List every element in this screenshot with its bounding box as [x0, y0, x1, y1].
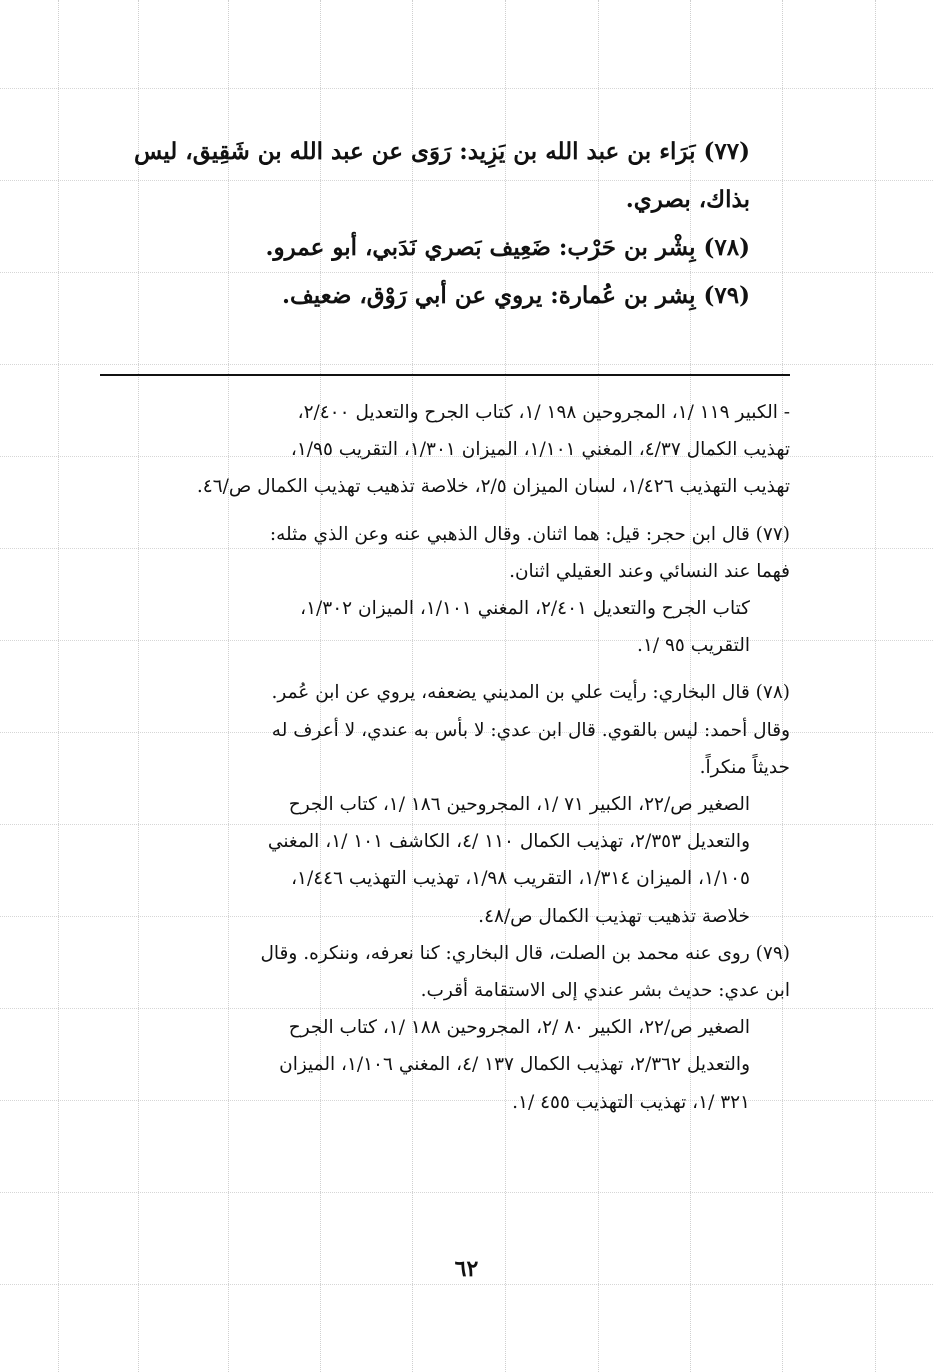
- footnote-line: (٧٩) روى عنه محمد بن الصلت، قال البخاري: كنا نعرفه، وننكره. وقال: [260, 942, 790, 964]
- footnote-line: تهذيب الكمال ٤/٣٧، المغني ١/١٠١، الميزان ١/٣٠١، التقريب ١/٩٥،: [290, 439, 790, 461]
- footnotes: [100, 394, 790, 1121]
- footnote-line: كتاب الجرح والتعديل ٢/٤٠١، المغني ١/١٠١، الميزان ١/٣٠٢،: [300, 598, 750, 620]
- entry-77-line-1: (٧٧) بَرَاء بن عبد الله بن يَزِيد: رَوَى عن عبد الله بن شَقِيق، ليس: [134, 138, 750, 165]
- footnote-77-sources: [100, 590, 790, 664]
- footnote-line: خلاصة تذهيب تهذيب الكمال ص/٤٨.: [478, 905, 750, 927]
- entry-78: [100, 224, 790, 272]
- footnote-line: - الكبير ١١٩ /١، المجروحين ١٩٨ /١، كتاب الجرح والتعديل ٢/٤٠٠،: [297, 402, 790, 423]
- footnote-line: الصغير ص/٢٢، الكبير ٨٠ /٢، المجروحين ١٨٨ /١، كتاب الجرح: [288, 1017, 750, 1039]
- footnote-78-sources: [100, 786, 790, 935]
- entry-77-line-2: بذاك، بصري.: [625, 186, 750, 213]
- entry-79: [100, 272, 790, 320]
- footnote-line: ابن عدي: حديث بشر عندي إلى الاستقامة أقرب.: [420, 980, 790, 1002]
- footnote-line: الصغير ص/٢٢، الكبير ٧١ /١، المجروحين ١٨٦ /١، كتاب الجرح: [288, 794, 750, 816]
- entry-79-line-1: (٧٩) بِشر بن عُمارة: يروي عن أبي رَوْق، ضعيف.: [281, 282, 750, 309]
- footnote-line: حديثاً منكراً.: [699, 756, 790, 778]
- footnote-line: فهما عند النسائي وعند العقيلي اثنان.: [509, 560, 790, 582]
- footnote-line: ٣٢١ /١، تهذيب التهذيب ٤٥٥ /١.: [512, 1091, 750, 1113]
- footnote-79-comment: [100, 935, 790, 1009]
- footnote-line: التقريب ٩٥ /١.: [637, 635, 750, 657]
- footnote-line: (٧٨) قال البخاري: رأيت علي بن المديني يضعفه، يروي عن ابن عُمر.: [271, 682, 790, 704]
- page-number: ٦٢: [454, 1256, 479, 1282]
- footnote-line: ١/١٠٥، الميزان ١/٣١٤، التقريب ١/٩٨، تهذيب التهذيب ١/٤٤٦،: [291, 868, 750, 890]
- footnote-77-comment: [100, 516, 790, 590]
- footnote-78-comment: [100, 674, 790, 786]
- footnote-line: وقال أحمد: ليس بالقوي. قال ابن عدي: لا بأس به عندي، لا أعرف له: [271, 719, 790, 741]
- footnote-separator: [100, 374, 790, 376]
- footnote-line: والتعديل ٢/٣٦٢، تهذيب الكمال ١٣٧ /٤، المغني ١/١٠٦، الميزان: [279, 1054, 750, 1076]
- footnote-line: تهذيب التهذيب ١/٤٢٦، لسان الميزان ٢/٥، خلاصة تذهيب تهذيب الكمال ص/٤٦.: [196, 476, 790, 498]
- entry-77: [100, 128, 790, 224]
- footnote-sources-prev: [100, 394, 790, 506]
- entry-78-line-1: (٧٨) بِشْر بن حَرْب: ضَعِيف بَصري نَدَبي، أبو عمرو.: [265, 234, 750, 261]
- footnote-line: (٧٧) قال ابن حجر: قيل: هما اثنان. وقال الذهبي عنه وعن الذي مثله:: [269, 523, 790, 545]
- footnote-line: والتعديل ٢/٣٥٣، تهذيب الكمال ١١٠ /٤، الكاشف ١٠١ /١، المغني: [267, 831, 750, 853]
- footnote-79-sources: [100, 1009, 790, 1121]
- main-entries: [100, 128, 790, 320]
